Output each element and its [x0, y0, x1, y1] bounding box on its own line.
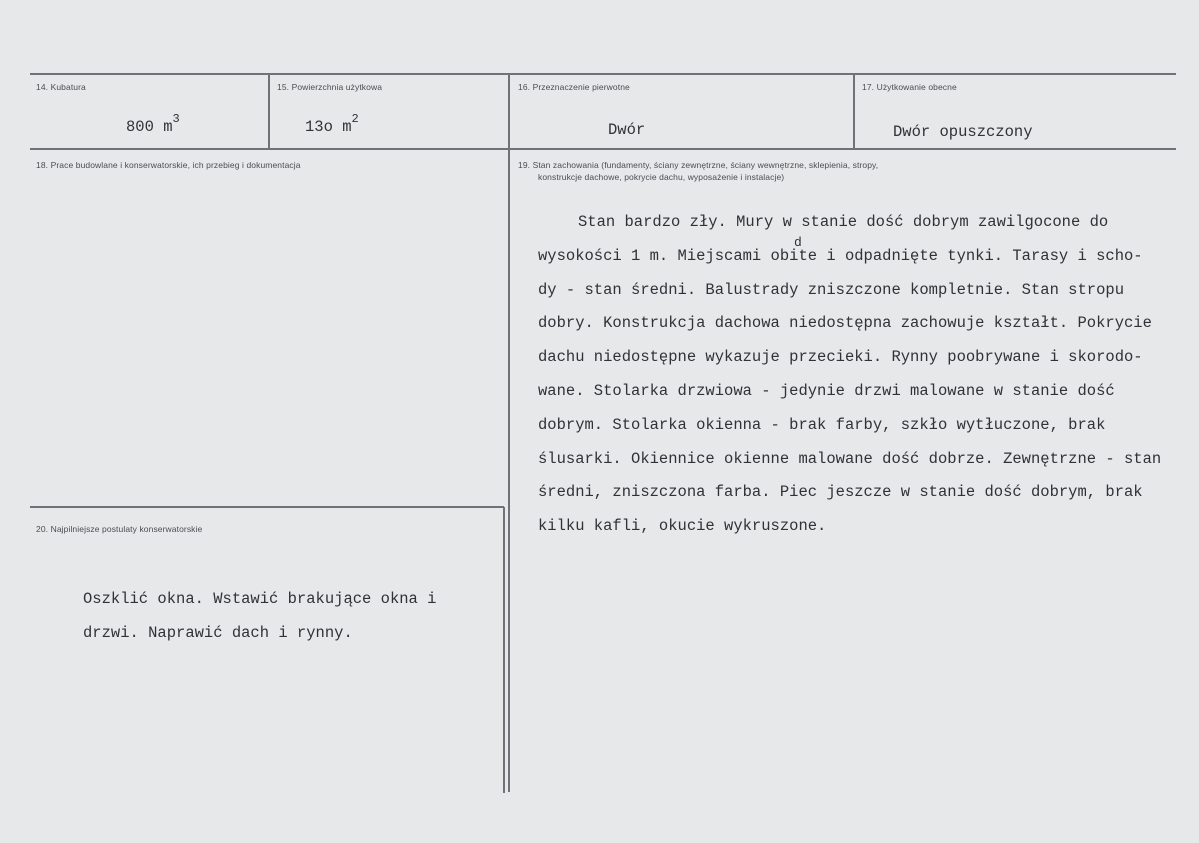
field-15-number: 13o m — [305, 118, 352, 136]
field-19-label-line2: konstrukcje dachowe, pokrycie dachu, wyposażenie i instalacje) — [538, 172, 785, 182]
section-18-20-divider — [30, 506, 504, 508]
field-15-unit-exponent: 2 — [351, 112, 359, 126]
condition-line-6: wane. Stolarka drzwiowa - jedynie drzwi malowane w stanie dość — [538, 381, 1115, 400]
condition-line-2: wysokości 1 m. Miejscami obite i odpadnięte tynki. Tarasy i scho- — [538, 246, 1143, 265]
field-19-label-line1: 19. Stan zachowania (fundamenty, ściany zewnętrzne, ściany wewnętrzne, sklepienia, stropy, — [518, 160, 879, 170]
field-17-value: Dwór opuszczony — [893, 123, 1033, 141]
field-19-insertion-mark: d — [794, 235, 802, 250]
col-divider-1 — [268, 74, 270, 149]
condition-line-10: kilku kafli, okucie wykruszone. — [538, 517, 827, 536]
col-divider-2 — [508, 74, 510, 792]
field-16-value: Dwór — [608, 121, 646, 139]
field-18-label: 18. Prace budowlane i konserwatorskie, ich przebieg i dokumentacja — [36, 160, 301, 170]
condition-line-1: Stan bardzo zły. Mury w stanie dość dobrym zawilgocone do — [578, 213, 1109, 231]
condition-line-9: średni, zniszczona farba. Piec jeszcze w stanie dość dobrym, brak — [538, 483, 1143, 502]
field-14-value — [126, 112, 180, 136]
field-17-label: 17. Użytkowanie obecne — [862, 82, 957, 92]
row1-bottom-rule — [30, 148, 1176, 150]
left-bottom-divider — [503, 507, 505, 793]
postulate-line-1: Oszklić okna. Wstawić brakujące okna i — [83, 590, 437, 608]
postulate-line-2: drzwi. Naprawić dach i rynny. — [83, 624, 353, 642]
col-divider-3 — [853, 74, 855, 149]
field-19-condition-text — [538, 206, 1198, 544]
field-20-label: 20. Najpilniejsze postulaty konserwatorskie — [36, 524, 203, 534]
condition-line-7: dobrym. Stolarka okienna - brak farby, szkło wytłuczone, brak — [538, 415, 1106, 434]
field-15-value — [305, 112, 359, 136]
field-15-label: 15. Powierzchnia użytkowa — [277, 82, 383, 92]
condition-line-4: dobry. Konstrukcja dachowa niedostępna zachowuje kształt. Pokrycie — [538, 314, 1152, 333]
field-20-postulates-text — [83, 582, 436, 650]
condition-line-8: ślusarki. Okiennice okienne malowane dość dobrze. Zewnętrzne - stan — [538, 449, 1162, 468]
condition-line-5: dachu niedostępne wykazuje przecieki. Rynny poobrywane i skorodo- — [538, 348, 1143, 367]
condition-line-3: dy - stan średni. Balustrady zniszczone kompletnie. Stan stropu — [538, 280, 1124, 299]
field-14-label: 14. Kubatura — [36, 82, 86, 92]
field-14-unit-exponent: 3 — [172, 112, 180, 126]
top-rule — [30, 73, 1176, 75]
field-14-number: 800 m — [126, 118, 173, 136]
field-16-label: 16. Przeznaczenie pierwotne — [518, 82, 630, 92]
